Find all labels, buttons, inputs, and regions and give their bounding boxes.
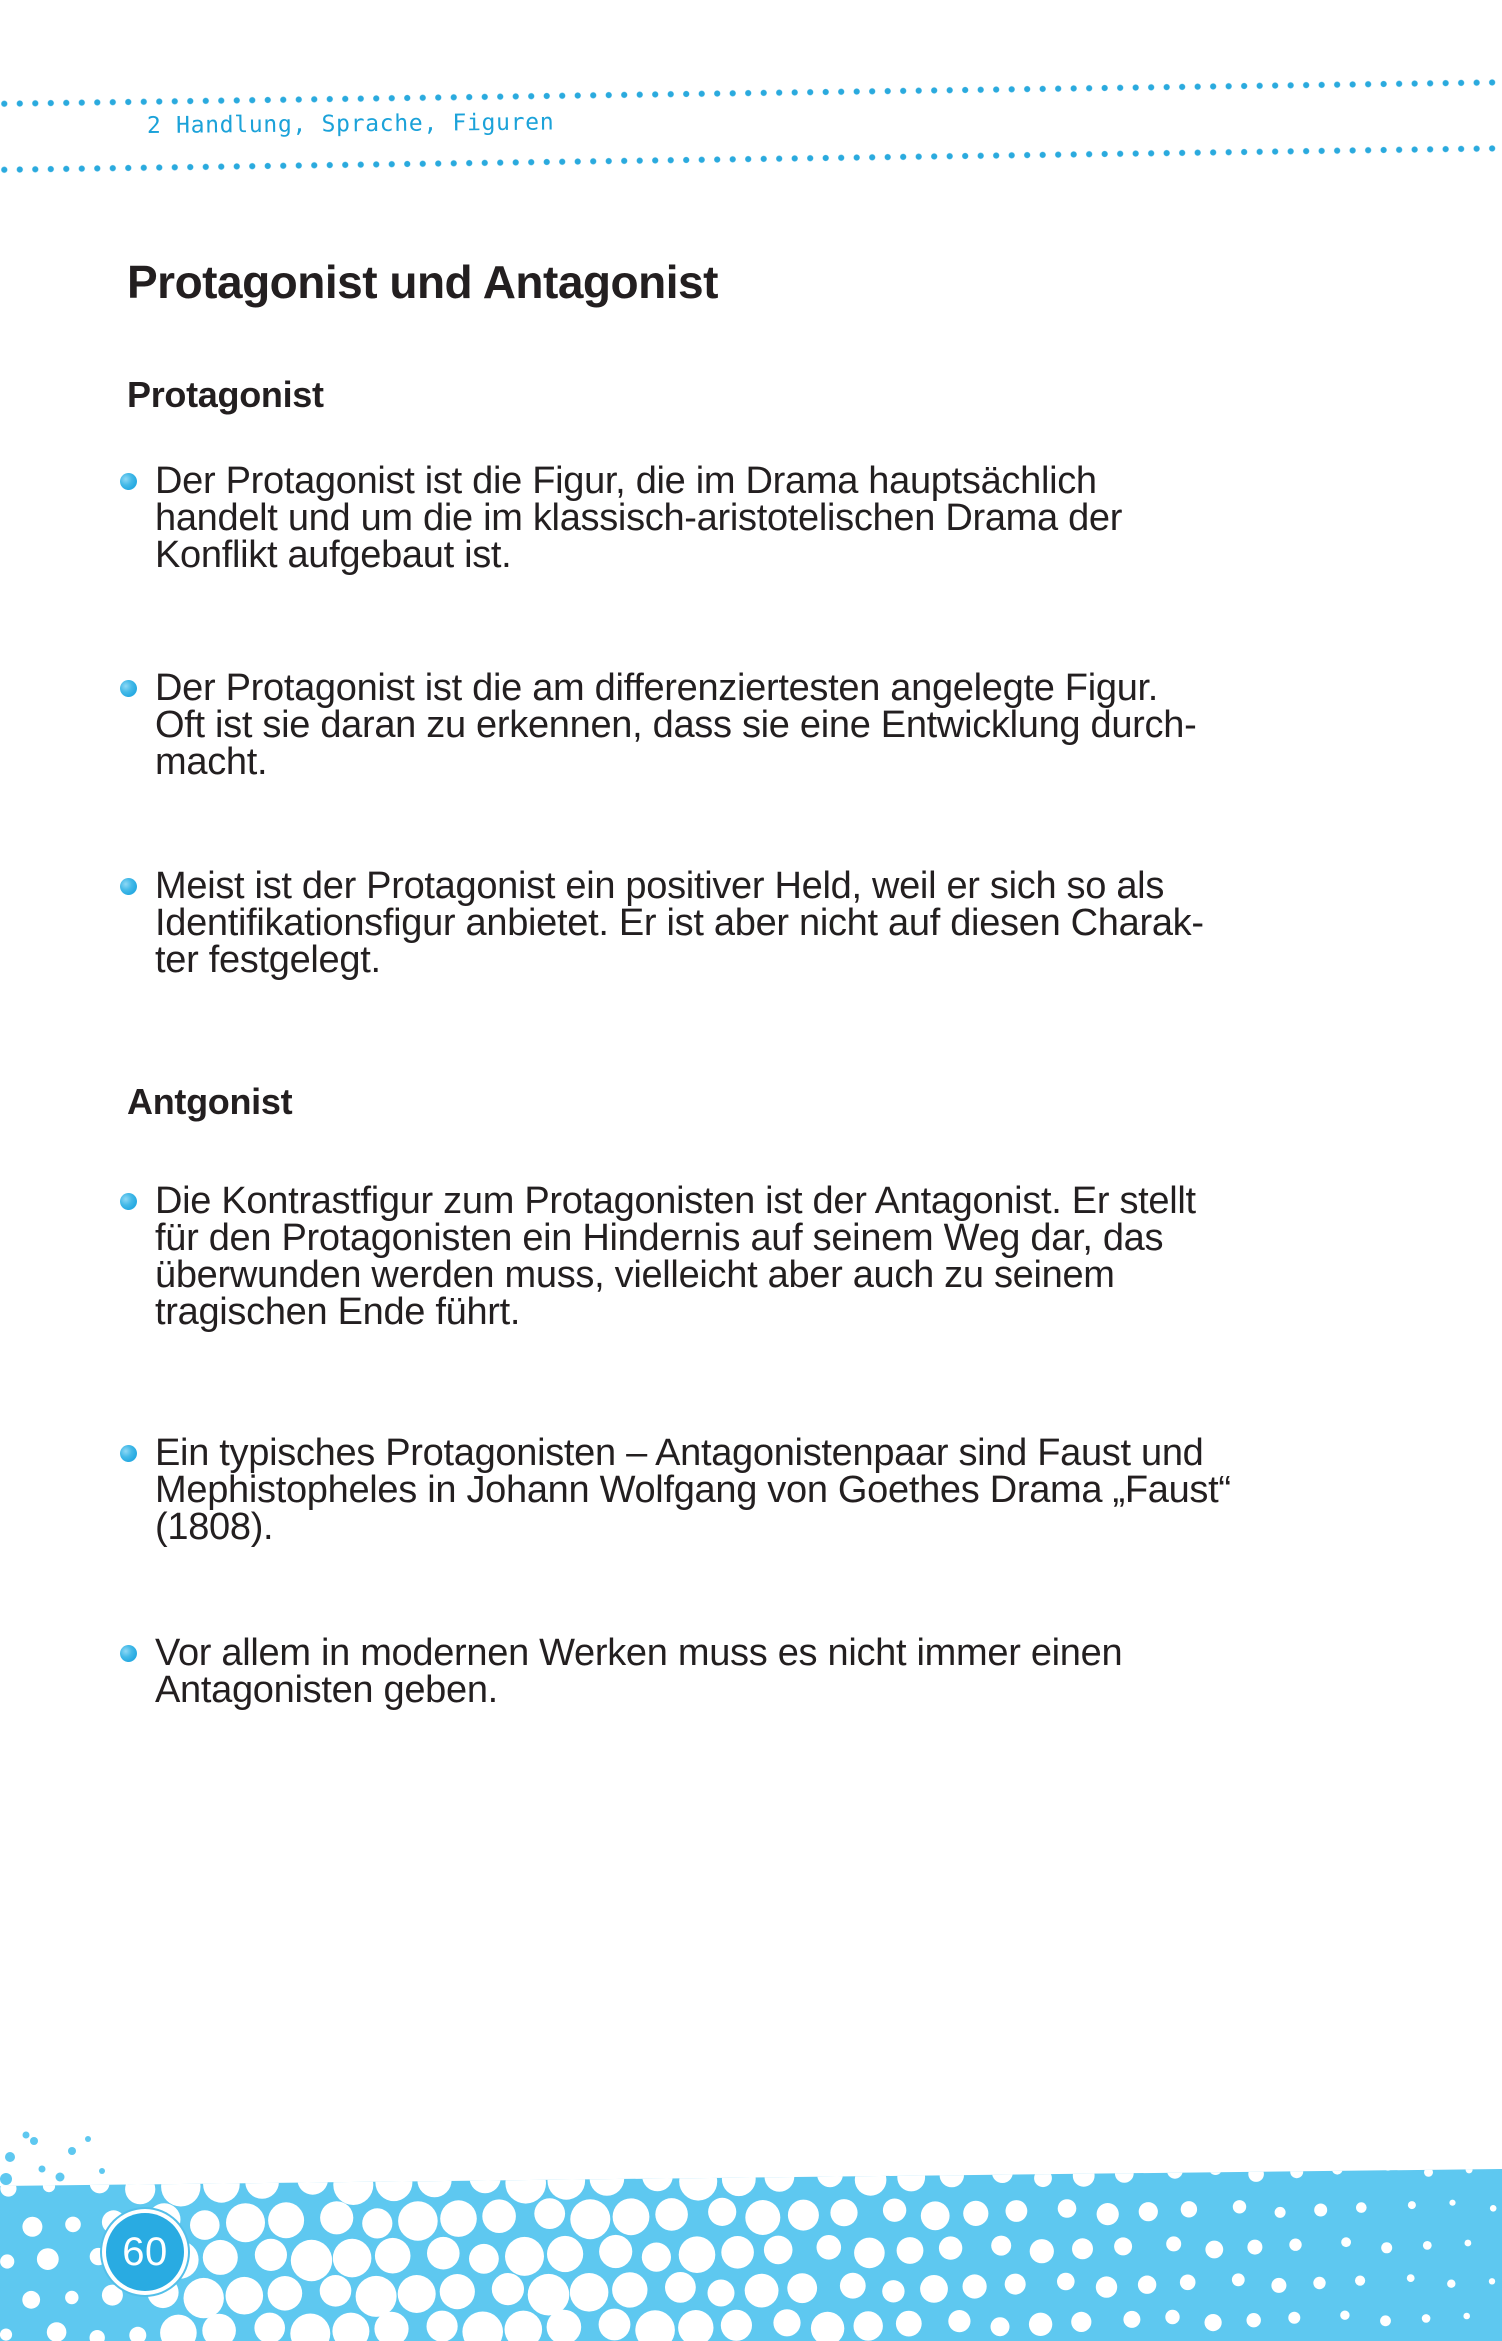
bullet-text: Ein typisches Protagonisten – Antagonistenpaar sind Faust und Mephistopheles in Johann Wolfgang von Goethes Drama „Faust“ (1808). xyxy=(155,1432,1231,1548)
chapter-header: 2 Handlung, Sprache, Figuren xyxy=(146,109,555,139)
bullet-text: Der Protagonist ist die Figur, die im Drama hauptsächlich handelt und um die im klassisch-aristotelischen Drama der Konflikt aufgebaut ist. xyxy=(155,460,1123,576)
section-heading-antagonist: Antgonist xyxy=(127,1081,293,1122)
footer-halftone-band xyxy=(0,2129,1502,2341)
bullet-item xyxy=(120,1632,1123,1711)
dotted-rule-top xyxy=(0,78,1502,108)
bullet-text: Die Kontrastfigur zum Protagonisten ist der Antagonist. Er stellt für den Protagonisten ein Hindernis auf seinem Weg dar, das überwunden werden muss, vielleicht aber auch zu seinem tragischen Ende führt. xyxy=(155,1180,1196,1333)
bullet-item xyxy=(120,865,1204,981)
bullet-text: Der Protagonist ist die am differenziertesten angelegte Figur. Oft ist sie daran zu erkennen, dass sie eine Entwicklung durch- macht. xyxy=(155,667,1197,783)
page-title: Protagonist und Antagonist xyxy=(127,256,718,308)
bullet-icon xyxy=(120,878,137,895)
bullet-icon xyxy=(120,680,137,697)
section-heading-protagonist: Protagonist xyxy=(127,374,324,415)
bullet-icon xyxy=(120,473,137,490)
bullet-item xyxy=(120,1180,1196,1333)
bullet-item xyxy=(120,667,1197,783)
dotted-rule-bottom xyxy=(0,144,1502,174)
bullet-icon xyxy=(120,1445,137,1462)
page-number-badge xyxy=(106,2213,184,2291)
bullet-icon xyxy=(120,1193,137,1210)
bullet-item xyxy=(120,1432,1231,1548)
bullet-text: Vor allem in modernen Werken muss es nicht immer einen Antagonisten geben. xyxy=(155,1632,1123,1711)
page-number: 60 xyxy=(122,2229,168,2274)
bullet-text: Meist ist der Protagonist ein positiver Held, weil er sich so als Identifikationsfigur anbietet. Er ist aber nicht auf diesen Charak- ter festgelegt. xyxy=(155,865,1204,981)
bullet-item xyxy=(120,460,1123,576)
halftone-overflow-dots xyxy=(0,2132,105,2186)
bullet-icon xyxy=(120,1645,137,1662)
